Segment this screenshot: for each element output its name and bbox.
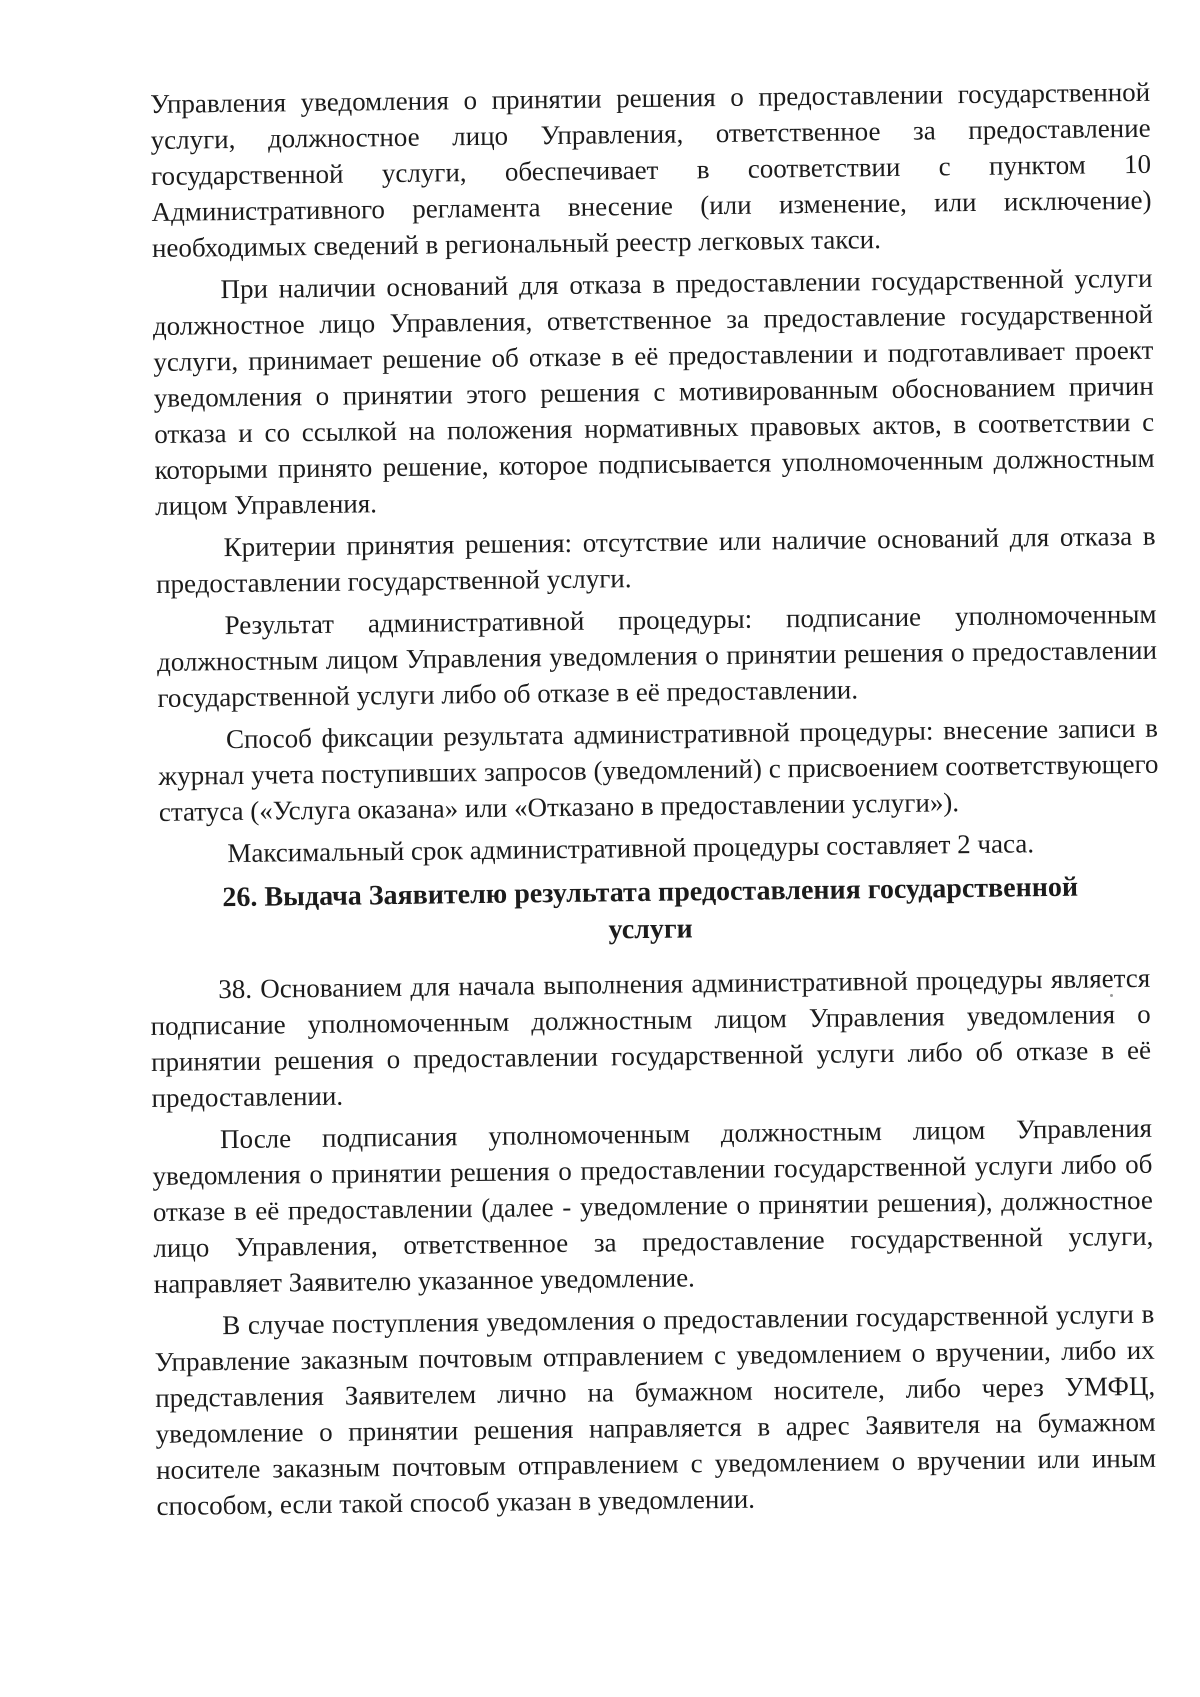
section-heading-line: 26. Выдача Заявителю результата предоставления государственной bbox=[222, 871, 1079, 914]
paragraph: Способ фиксации результата административной процедуры: внесение записи в журнал учета поступивших запросов (уведомлений) с присвоением соответствующего статуса («Услуга оказана» или «Отказано в предоставлении услуги»). bbox=[158, 712, 1159, 827]
section-heading bbox=[150, 868, 1151, 954]
paragraph: Управления уведомления о принятии решения о предоставлении государственной услуги, должностное лицо Управления, ответственное за предоставление государственной услуги, обеспечивает в соответствии с пунктом 10 Административного регламента внесение (или изменение, или исключение) необходимых сведений в региональный реестр легковых такси. bbox=[150, 76, 1152, 263]
text-block-lower bbox=[150, 960, 1157, 1530]
paragraph: 38. Основанием для начала выполнения административной процедуры является подписание уполномоченным должностным лицом Управления уведомления о принятии решения о предоставлении государственной услуги либо об отказе в её предоставлении. bbox=[150, 962, 1152, 1113]
section-heading-line: услуги bbox=[608, 913, 693, 946]
paragraph: Критерии принятия решения: отсутствие или наличие оснований для отказа в предоставлении государственной услуги. bbox=[155, 520, 1156, 599]
text-block-upper bbox=[150, 74, 1160, 878]
paragraph: В случае поступления уведомления о предоставлении государственной услуги в Управление заказным почтовым отправлением с уведомлением о вручении, либо их представления Заявителем лично на бумажном носителе, либо через УМФЦ, уведомление о принятии решения направляется в адрес Заявителя на бумажном носителе заказным почтовым отправлением с уведомлением о вручении или иным способом, если такой способ указан в уведомлении. bbox=[154, 1298, 1157, 1521]
paragraph: Максимальный срок административной процедуры составляет 2 часа. bbox=[227, 828, 1035, 869]
paragraph: Результат административной процедуры: подписание уполномоченным должностным лицом Управления уведомления о принятии решения о предоставлении государственной услуги либо об отказе в её предоставлении. bbox=[156, 598, 1158, 713]
paragraph: После подписания уполномоченным должностным лицом Управления уведомления о принятии решения о предоставлении государственной услуги либо об отказе в её предоставлении (далее - уведомление о принятии решения), должностное лицо Управления, ответственное за предоставление государственной услуги, направляет Заявителю указанное уведомление. bbox=[152, 1112, 1154, 1299]
paragraph: При наличии оснований для отказа в предоставлении государственной услуги должностное лицо Управления, ответственное за предоставление государственной услуги, принимает решение об отказе в её предоставлении и подготавливает проект уведомления о принятии этого решения с мотивированным обоснованием причин отказа и со ссылкой на положения нормативных правовых актов, в соответствии с которыми принято решение, которое подписывается уполномоченным должностным лицом Управления. bbox=[152, 262, 1155, 521]
